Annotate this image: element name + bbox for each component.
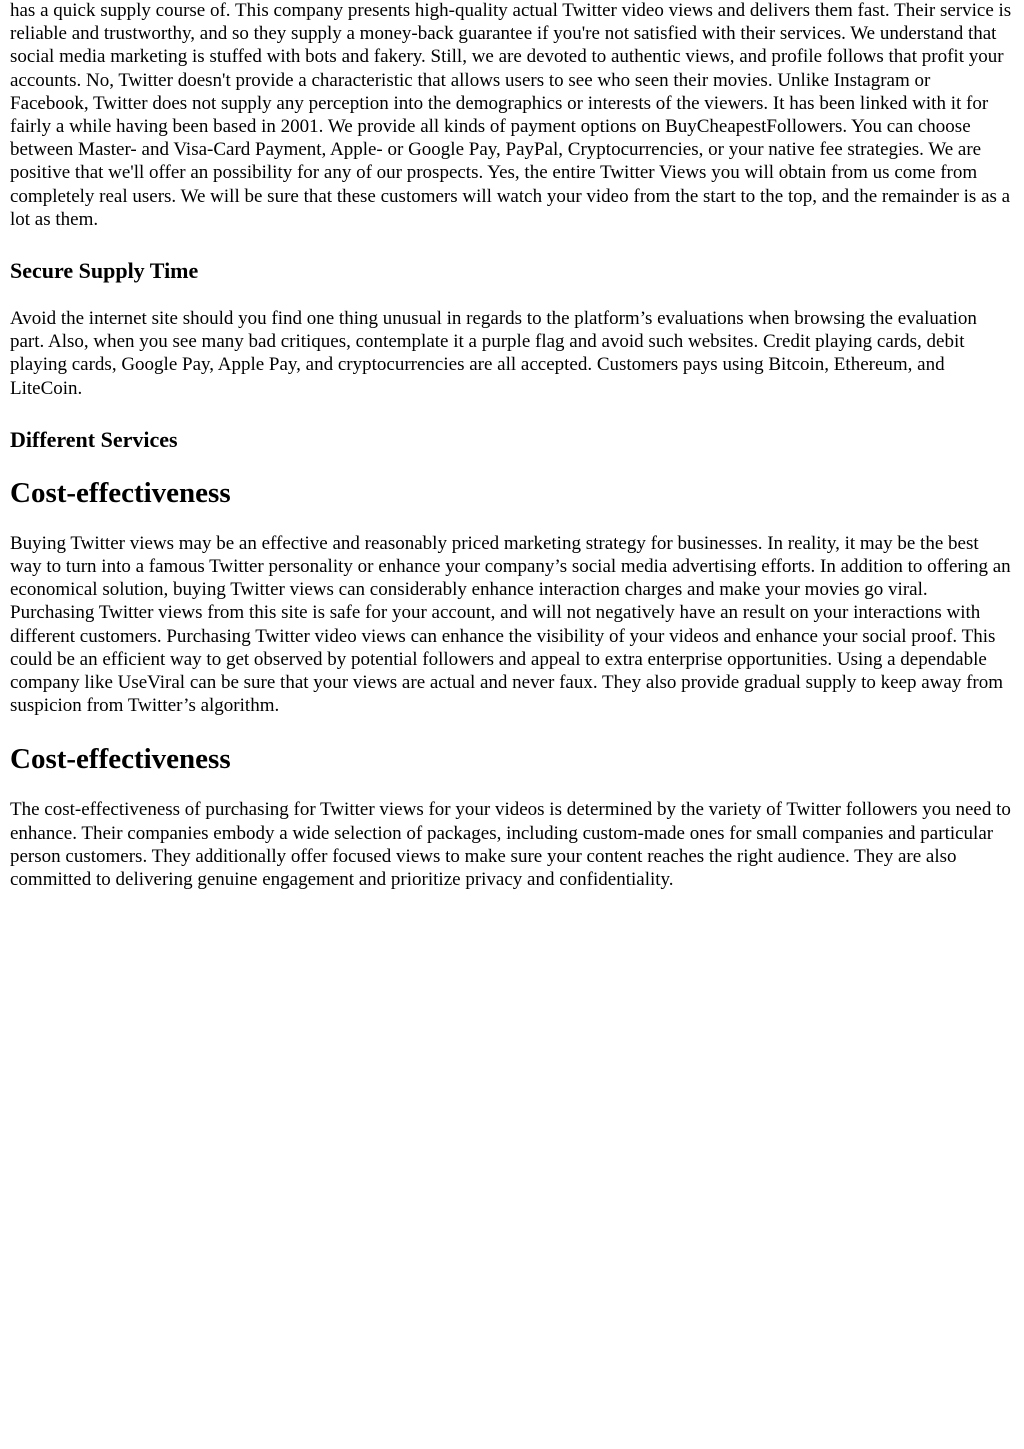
article-body bbox=[10, 0, 1014, 891]
paragraph-cost-effectiveness-1: Buying Twitter views may be an effective and reasonably priced marketing strategy for businesses. In reality, it may be the best way to turn into a famous Twitter personality or enhance your company’s social media advertising efforts. In addition to offering an economical solution, buying Twitter views can considerably enhance interaction charges and make your movies go viral. Purchasing Twitter views from this site is safe for your account, and will not negatively have an result on your interactions with different customers. Purchasing Twitter video views can enhance the visibility of your videos and enhance your social proof. This could be an efficient way to get observed by potential followers and appeal to extra enterprise opportunities. Using a dependable company like UseViral can be sure that your views are actual and never faux. They also provide gradual supply to keep away from suspicion from Twitter’s algorithm. bbox=[10, 532, 1011, 717]
heading-cost-effectiveness-1: Cost-effectiveness bbox=[10, 476, 231, 509]
paragraph-secure-supply: Avoid the internet site should you find one thing unusual in regards to the platform’s evaluations when browsing the evaluation part. Also, when you see many bad critiques, contemplate it a purple flag and avoid such websites. Credit playing cards, debit playing cards, Google Pay, Apple Pay, and cryptocurrencies are all accepted. Customers pays using Bitcoin, Ethereum, and LiteCoin. bbox=[10, 308, 977, 399]
paragraph-intro: has a quick supply course of. This company presents high-quality actual Twitter video views and delivers them fast. Their service is reliable and trustworthy, and so they supply a money-back guarantee if you're not satisfied with their services. We understand that social media marketing is stuffed with bots and fakery. Still, we are devoted to authentic views, and profile follows that profit your accounts. No, Twitter doesn't provide a characteristic that allows users to see who seen their movies. Unlike Instagram or Facebook, Twitter does not supply any perception into the demographics or interests of the viewers. It has been linked with it for fairly a while having been based in 2001. We provide all kinds of payment options on BuyCheapestFollowers. You can choose between Master- and Visa-Card Payment, Apple- or Google Pay, PayPal, Cryptocurrencies, or your native fee strategies. We are positive that we'll offer an possibility for any of our prospects. Yes, the entire Twitter Views you will obtain from us come from completely real users. We will be sure that these customers will watch your video from the start to the top, and the remainder is as a lot as them. bbox=[10, 0, 1012, 230]
paragraph-cost-effectiveness-2: The cost-effectiveness of purchasing for Twitter views for your videos is determined by the variety of Twitter followers you need to enhance. Their companies embody a wide selection of packages, including custom-made ones for small companies and particular person customers. They additionally offer focused views to make sure your content reaches the right audience. They are also committed to delivering genuine engagement and prioritize privacy and confidentiality. bbox=[10, 799, 1011, 891]
heading-cost-effectiveness-2: Cost-effectiveness bbox=[10, 743, 231, 776]
heading-different-services: Different Services bbox=[10, 426, 178, 452]
heading-secure-supply-time: Secure Supply Time bbox=[10, 258, 199, 284]
